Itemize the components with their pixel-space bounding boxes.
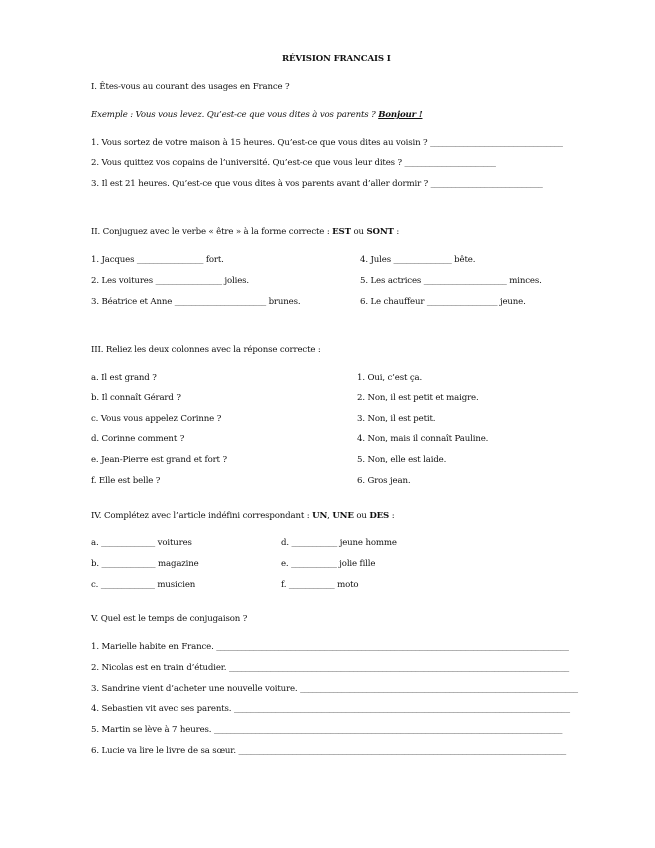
section2-item-3: 3. Béatrice et Anne ______________________ brunes.: [91, 297, 301, 307]
option-des: DES: [369, 511, 390, 521]
section3-answer-1: 1. Oui, c’est ça.: [357, 373, 423, 383]
section4-item-a: a. _____________ voitures: [91, 538, 192, 548]
section4-heading-text: IV. Complétez avec l’article indéfini correspondant :: [91, 511, 313, 521]
section2-item-1: 1. Jacques ________________ fort.: [91, 255, 224, 265]
example-answer: Bonjour !: [378, 110, 423, 120]
section3-answer-2: 2. Non, il est petit et maigre.: [357, 393, 479, 403]
section5-heading: V. Quel est le temps de conjugaison ?: [91, 614, 248, 624]
section4-item-e: e. ___________ jolie fille: [281, 559, 376, 569]
section3-answer-6: 6. Gros jean.: [357, 476, 411, 486]
section4-item-c: c. _____________ musicien: [91, 580, 196, 590]
section1-heading: I. Êtes-vous au courant des usages en France ?: [91, 82, 290, 92]
section5-item-1: 1. Marielle habite en France. _____________________________________________________________________________________: [91, 642, 569, 652]
section2-heading: [91, 227, 399, 238]
section5-item-2: 2. Nicolas est en train d’étudier. __________________________________________________________________________________: [91, 663, 569, 673]
section4-or: ou: [353, 511, 370, 521]
section4-item-d: d. ___________ jeune homme: [281, 538, 397, 548]
section3-question-b: b. Il connaît Gérard ?: [91, 393, 181, 403]
section3-question-f: f. Elle est belle ?: [91, 476, 161, 486]
option-une: UNE: [332, 511, 354, 521]
section2-colon: :: [393, 227, 400, 237]
section1-item-1: 1. Vous sortez de votre maison à 15 heures. Qu’est-ce que vous dites au voisin ? ________________________________: [91, 138, 563, 148]
section4-item-f: f. ___________ moto: [281, 580, 359, 590]
section3-question-e: e. Jean-Pierre est grand et fort ?: [91, 455, 227, 465]
section5-item-5: 5. Martin se lève à 7 heures. ____________________________________________________________________________________: [91, 725, 563, 735]
page-title: RÉVISION FRANCAIS I: [282, 54, 391, 64]
section3-question-c: c. Vous vous appelez Corinne ?: [91, 414, 222, 424]
section2-item-4: 4. Jules ______________ bête.: [360, 255, 476, 265]
section5-item-6: 6. Lucie va lire le livre de sa sœur. _______________________________________________________________________________: [91, 746, 567, 756]
section5-item-3: 3. Sandrine vient d’acheter une nouvelle voiture. ___________________________________________________________________: [91, 684, 578, 694]
section3-question-a: a. Il est grand ?: [91, 373, 157, 383]
section3-answer-5: 5. Non, elle est laide.: [357, 455, 447, 465]
section2-item-2: 2. Les voitures ________________ jolies.: [91, 276, 250, 286]
option-un: UN: [312, 511, 328, 521]
section4-heading: [91, 511, 394, 522]
section3-question-d: d. Corinne comment ?: [91, 434, 185, 444]
section4-comma: ,: [327, 511, 333, 521]
section4-colon: :: [389, 511, 395, 521]
section1-example: [91, 110, 422, 121]
section3-answer-3: 3. Non, il est petit.: [357, 414, 436, 424]
section2-or: ou: [350, 227, 367, 237]
section3-heading: III. Reliez les deux colonnes avec la réponse correcte :: [91, 345, 321, 355]
section4-item-b: b. _____________ magazine: [91, 559, 199, 569]
section5-item-4: 4. Sebastien vit avec ses parents. _________________________________________________________________________________: [91, 704, 570, 714]
section1-item-2: 2. Vous quittez vos copains de l’université. Qu’est-ce que vous leur dites ? ______________________: [91, 158, 496, 168]
example-prompt: Exemple : Vous vous levez. Qu’est-ce que vous dites à vos parents ?: [91, 110, 379, 120]
section2-item-6: 6. Le chauffeur _________________ jeune.: [360, 297, 526, 307]
section2-heading-text: II. Conjuguez avec le verbe « être » à la forme correcte :: [91, 227, 333, 237]
option-est: EST: [332, 227, 351, 237]
section3-answer-4: 4. Non, mais il connaît Pauline.: [357, 434, 489, 444]
section1-item-3: 3. Il est 21 heures. Qu’est-ce que vous dites à vos parents avant d’aller dormir ? ___________________________: [91, 179, 543, 189]
option-sont: SONT: [366, 227, 394, 237]
section2-item-5: 5. Les actrices ____________________ minces.: [360, 276, 542, 286]
